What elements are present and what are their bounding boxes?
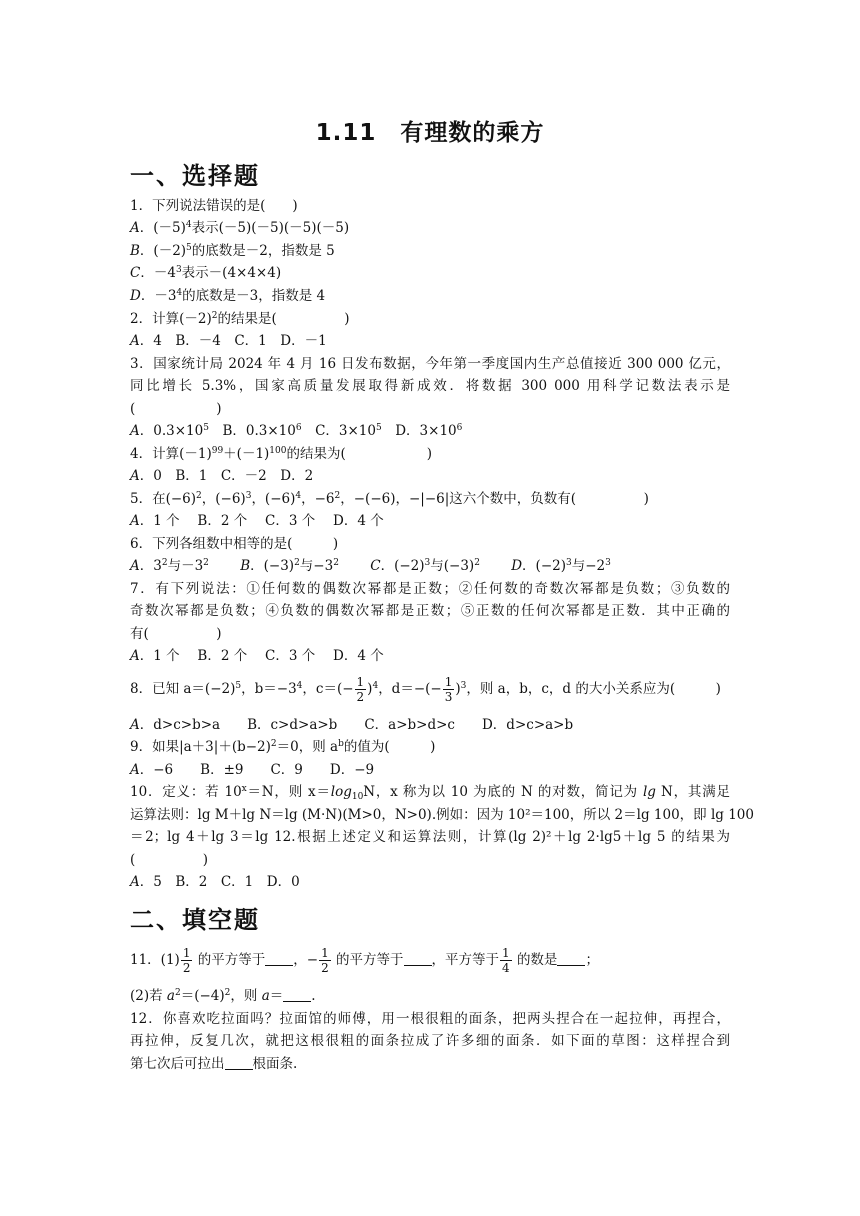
fraction-one-quarter: $\frac{1}{4}$ — [502, 946, 510, 975]
section-heading-fill: 二、填空题 — [130, 906, 260, 934]
question-1-option-a: A．$(-5)^4$表示(－5)(－5)(－5)(－5) — [130, 220, 350, 236]
question-7-line-2: 奇数次幂都是负数；④负数的偶数次幂都是正数；⑤正数的任何次幂都是正数．其中正确的 — [130, 603, 730, 619]
question-4-stem: 4．计算$(-1)^{99}+(-1)^{100}$的结果为( ) — [130, 446, 433, 462]
question-9-stem: 9．如果$|a+3|+(b-2)^2=0$，则 $a^b$的值为( ) — [130, 739, 436, 755]
question-8-stem: 8．已知 $a=(-2)^5$，$b=-3^4$，c＝(− $\frac{1}{2}$ )$^4$，d＝−(− $\frac{1}{3}$ )$^3$，则 a，b，c，d 的大小关系应为( ) — [130, 675, 721, 704]
question-10-line-3: ＝2；lg 4＋lg 3＝lg 12.根据上述定义和运算法则，计算(lg 2)²＋lg 2·lg5＋lg 5 的结果为 — [130, 829, 730, 845]
question-1-option-b: B．$(-2)^5$的底数是－2，指数是 5 — [130, 243, 335, 259]
question-4-options: A．0 B．1 C．－2 D．2 — [130, 468, 314, 484]
question-2-stem: 2．计算$(-2)^2$的结果是( ) — [130, 311, 350, 327]
fraction-one-half: $\frac{1}{2}$ — [321, 946, 329, 975]
question-3-options: A．$0.3\times 10^5$ B．$0.3\times 10^6$ C．$3\times 10^5$ D．$3\times 10^6$ — [130, 423, 463, 439]
answer-blank[interactable] — [404, 951, 432, 966]
question-1-option-d: D．$-3^4$的底数是－3，指数是 4 — [130, 288, 326, 304]
question-1-option-c: C．$-4^3$表示－(4×4×4) — [130, 265, 282, 281]
answer-blank[interactable] — [265, 951, 293, 966]
answer-blank[interactable] — [283, 987, 311, 1002]
question-11-part-2: (2)若 $a^2=(-4)^2$，则 a＝ . — [130, 988, 316, 1004]
question-6-stem: 6．下列各组数中相等的是( ) — [130, 536, 339, 552]
question-11-part-1: 11．(1) $\frac{1}{2}$ 的平方等于 ，− $\frac{1}{2}$ 的平方等于 ，平方等于 $\frac{1}{4}$ 的数是 ； — [130, 946, 599, 975]
question-3-line-3: ( ) — [130, 401, 222, 417]
question-12-line-1: 12．你喜欢吃拉面吗？拉面馆的师傅，用一根很粗的面条，把两头捏合在一起拉伸，再捏合， — [130, 1011, 730, 1027]
question-12-line-2: 再拉伸，反复几次，就把这根很粗的面条拉成了许多细的面条．如下面的草图：这样捏合到 — [130, 1033, 730, 1049]
question-10-line-4: ( ) — [130, 852, 209, 868]
question-8-options: A．d>c>b>a B．c>d>a>b C．a>b>d>c D．d>c>a>b — [130, 717, 574, 733]
question-9-options: A．−6 B．±9 C．9 D．−9 — [130, 762, 375, 778]
fraction-one-half: $\frac{1}{2}$ — [356, 675, 365, 704]
question-10-options: A．5 B．2 C．1 D．0 — [130, 874, 300, 890]
question-10-line-1: 10．定义：若 $10^x=N$，则 $x=\log_{10}N$，x 称为以 10 为底的 N 的对数，简记为 lg N，其满足 — [130, 784, 730, 802]
question-7-options: A．1 个 B．2 个 C．3 个 D．4 个 — [130, 648, 384, 664]
question-5-stem: 5．在$(-6)^2$，$(-6)^3$，$(-6)^4$，$-6^2$，−(−6)，−|−6|这六个数中，负数有( ) — [130, 491, 649, 507]
fraction-one-half: $\frac{1}{2}$ — [182, 946, 191, 975]
question-12-line-3: 第七次后可拉出 根面条. — [130, 1056, 298, 1072]
answer-blank[interactable] — [225, 1055, 253, 1070]
question-3-line-2: 同比增长 5.3%，国家高质量发展取得新成效．将数据 300 000 用科学记数法表示是 — [130, 378, 730, 394]
question-7-line-1: 7．有下列说法：①任何数的偶数次幂都是正数；②任何数的奇数次幂都是负数；③负数的 — [130, 581, 730, 597]
question-3-line-1: 3．国家统计局 2024 年 4 月 16 日发布数据，今年第一季度国内生产总值接近 300 000 亿元， — [130, 356, 730, 372]
fraction-one-third: $\frac{1}{3}$ — [444, 675, 453, 704]
question-6-options: A．$3^2$与$-3^2$ B．$(-3)^2$与$-3^2$ C．$(-2)^3$与$(-3)^2$ D．$(-2)^3$与$-2^3$ — [130, 558, 611, 574]
question-1-stem: 1．下列说法错误的是( ) — [130, 198, 298, 214]
question-7-line-3: 有( ) — [130, 626, 222, 642]
section-heading-choice: 一、选择题 — [130, 162, 260, 190]
answer-blank[interactable] — [557, 951, 585, 966]
page-title: 1.11 有理数的乘方 — [315, 120, 545, 146]
question-10-line-2: 运算法则：lg M＋lg N＝lg (M·N)(M>0，N>0).例如：因为 10²＝100，所以 2＝lg 100，即 lg 100 — [130, 807, 754, 823]
question-2-options: A．4 B．－4 C．1 D．－1 — [130, 333, 327, 349]
question-5-options: A．1 个 B．2 个 C．3 个 D．4 个 — [130, 513, 384, 529]
